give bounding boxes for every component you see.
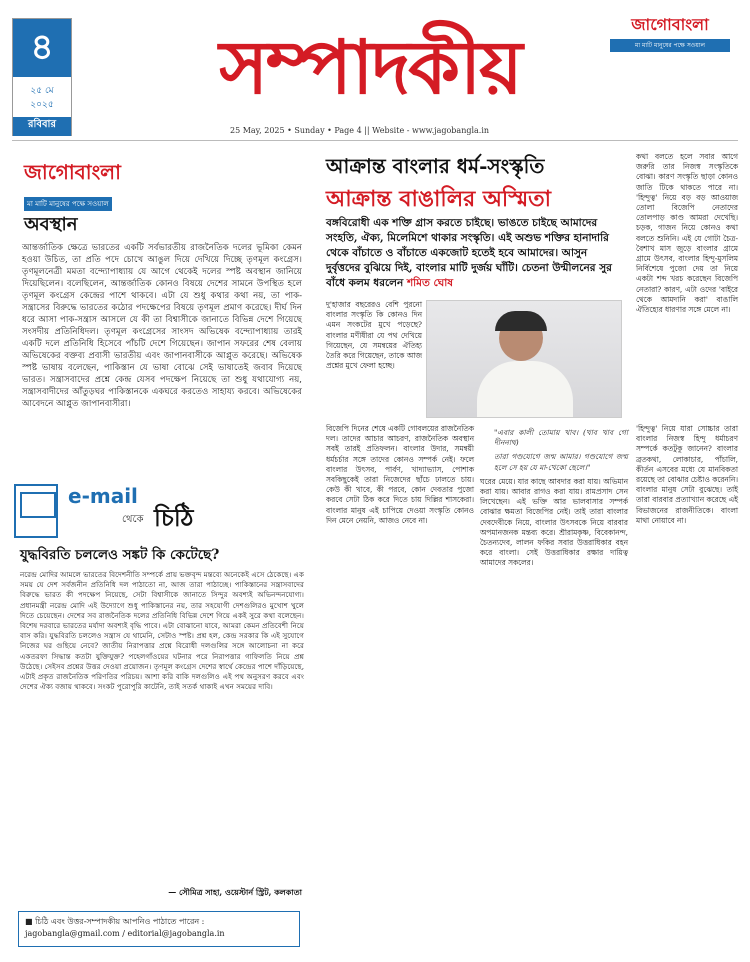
submission-info-box [18, 911, 300, 947]
date-year: ২০২৫ [30, 100, 54, 110]
email-theke: থেকে [122, 514, 144, 525]
article-photo [426, 300, 622, 418]
letter-signature: — সৌমিত্র সাহা, ওয়েস্টার্ন স্ট্রিট, কলকাতা [168, 887, 302, 897]
page-info-box [12, 18, 72, 136]
brand-logo[interactable] [610, 12, 730, 52]
article-column-1-text: দু'হাজার বছরেরও বেশি পুরনো বাংলার সংস্কৃতি কি কোনও দিন এমন সংকটের মুখে পড়েছে? বাংলার মণীষীরা যে পথ দেখিয়ে গিয়েছেন, যে সমন্বয়ের ঐতিহ্য তৈরি করে গিয়েছেন, তাকে আজ প্রশ্নের মুখে ফেলা হচ্ছে। [326, 300, 422, 371]
letter-text: নরেন্দ্র মোদির আমলে ভারতের বিদেশনীতি সম্পর্কে প্রায় ভক্তবৃন্দ মন্তব্যে অনেকেই এসে ঠেকেছে। এক সময় যে দেশ সর্বজনীন প্রতিনিধি দল পাঠাতো না, আজ তারা পাঠাচ্ছে। পাকিস্তানের সন্ত্রাসবাদের বিরুদ্ধে ভারত কী পদক্ষেপ নিয়েছে, সেটা বিশ্বাসীকে জানাতে সিন্দুর অবশ্যই অভিনন্দনযোগ্য। প্রধানমন্ত্রী নরেন্দ্র মোদি এই উদ্যোগে শুধু পাকিস্তানের নয়, তার সহযোগী দেশগুলিরও মুখোশ খুলে দিতে চেয়েছেন। দেশের সব রাজনৈতিক দলের প্রতিনিধি বিভিন্ন দেশে গিয়ে একই সুরে কথা বলেছেন। বিশেষ দরবারে ভারতের মর্যাদা অবশ্যই বৃদ্ধি পাবে। এটা বোঝানো যাবে, আমরা কেমন প্রতিবেশী নিয়ে বাস করি। যুদ্ধবিরতি চললেও সন্ত্রাস যে থামেনি, সেটাও স্পষ্ট। প্রশ্ন হল, কেন্দ্র সরকার কি এই সুযোগে নিজের ঘর গুছিয়ে নেবে? জাতীয় নিরাপত্তার প্রশ্নে বিরোধী দলগুলির সঙ্গে আলোচনা না করে একতরফা সিদ্ধান্ত কতটা যুক্তিযুক্ত? পহেলগাঁওয়ের ঘটনার পরে নিরাপত্তার গাফিলতি নিয়ে প্রশ্ন উঠেছে। সেইসব প্রশ্নের উত্তর দেওয়া প্রয়োজন। তৃণমূল কংগ্রেস দেশের স্বার্থে কেন্দ্রের পাশে দাঁড়িয়েছে, এটাই প্রকৃত রাজনৈতিক পরিণতির পরিচয়। আশা করি বাকি দলগুলিও এই পথ অনুসরণ করবে এবং দেশের ঐক্য বজায় থাকবে। সংকট পুরোপুরি কাটেনি, তাই সতর্ক থাকাই এখন সময়ের দাবি। [20, 570, 304, 692]
left-column [12, 146, 306, 952]
brand-tagline: মা মাটি মানুষের পক্ষে সওয়াল [610, 39, 730, 52]
poem-quote-1: "এবার কালী তোমায় খাব। (খাব খাব গো দীননাথ) [494, 428, 628, 448]
submission-line: ■ চিঠি এবং উত্তর-সম্পাদকীয় আপনিও পাঠাতে পারেন : [25, 917, 205, 926]
right-column [316, 146, 738, 952]
article-column-3-text: ঘরের মেয়ে। যার কাছে আবদার করা যায়। অভিমান করা যায়। আবার রাগও করা যায়। রামপ্রসাদ সেন লিখেছেন। এই ভক্তি আর ভালবাসার সম্পর্ক বোঝার ক্ষমতা বিজেপির নেই। তাই তারা বাংলার দেবদেবীকে নিয়ে, বাংলার উৎসবকে নিয়ে বারবার অপমানজনক মন্তব্য করে। শ্রীরামকৃষ্ণ, বিবেকানন্দ, চৈতন্যদেব, লালন ফকির সবার উত্তরাধিকার বহন করে বাংলা। সেই উত্তরাধিকার রক্ষার দায়িত্ব আমাদের সকলের। [480, 476, 628, 568]
article-headline: আক্রান্ত বাংলার ধর্ম-সংস্কৃতি [326, 154, 545, 178]
article-column-2-text: বিজেপি দিনের শেষে একটি গোবলয়ের রাজনৈতিক দল। তাদের আচার আচরণ, রাজনৈতিক অবস্থান সবই তারই প্রতিফলন। বাংলার উদার, সমন্বয়ী ধর্মচর্চার সঙ্গে তাদের কোনও সম্পর্ক নেই। ফলে বাংলার উৎসব, পার্বণ, খাদ্যাভ্যাস, পোশাক সবকিছুকেই তারা নিজেদের ছাঁচে ঢালতে চায়। কেউ কী খাবে, কী পরবে, কোন দেবতার পুজো করবে সেটা ঠিক করে দিতে চায় দিল্লির শাসকেরা। বাংলার মানুষ এই চাপিয়ে দেওয়া সংস্কৃতি কোনও দিন মেনে নেয়নি, আজও নেবে না। [326, 424, 474, 525]
section-logo [24, 158, 174, 211]
author-name: শমিত ঘোষ [406, 277, 454, 289]
photo-figure-body [477, 361, 573, 418]
photo-figure-hair [495, 311, 547, 331]
side-column-text: কথা বলতে হলে সবার আগে জরুরি তার নিজস্ব সংস্কৃতিকে বোঝা। কারণ সংস্কৃতি ছাড়া কোনও জাতি টিকে থাকতে পারে না। 'হিন্দুত্ব' নিয়ে বড় বড় আওয়াজ তোলা বিজেপি নেতাদের তোলপাড় কাণ্ড আমরা দেখেছি। চড়ক, গাজন নিয়ে কোনও কথা বলতে শুনিনি। এই যে গোটা চৈত্র-বৈশাখ মাস জুড়ে বাংলার গ্রামে গ্রামে উৎসব, বাংলার হিন্দু-মুসলিম নির্বিশেষে পুজো দেয় তা নিয়ে একটা শব্দ খরচ করেছেন বিজেপি নেতারা? কারণ, এটা ওদের 'বাইরে থেকে আমদানি করা' বাঙালি ঐতিহ্যের ধারণার সঙ্গে মেলে না। [636, 152, 738, 315]
article-intro [326, 216, 622, 291]
poem-quote-2: তারা গণ্ডযোগে জন্ম আমার। গণ্ডযোগে জন্ম হলে সে হয় যে মা-খেকো ছেলে।" [494, 452, 628, 472]
date-day-month: ২৫ মে [30, 86, 54, 96]
email-chithi: চিঠি [154, 503, 194, 532]
email-envelope-icon [14, 484, 58, 538]
date-byline: 25 May, 2025 • Sunday • Page 4 || Website - www.jagobangla.in [230, 126, 490, 135]
section-tagline: মা মাটি মানুষের পক্ষে সওয়াল [24, 197, 112, 211]
email-label: e-mail [68, 484, 138, 508]
article-column-4 [636, 424, 738, 526]
editorial-title: অবস্থান [24, 214, 78, 235]
page-number: ৪ [13, 19, 71, 77]
article-subheadline: আক্রান্ত বাঙালির অস্মিতা [326, 186, 552, 212]
submission-emails[interactable]: jagobangla@gmail.com / editorial@jagobangla.in [25, 929, 225, 938]
masthead-title: সম্পাদকীয় [219, 25, 521, 111]
header-divider [12, 140, 738, 141]
section-brand: জাগোবাংলা [24, 160, 121, 184]
brand-name: জাগোবাংলা [631, 15, 709, 34]
letter-title: যুদ্ধবিরতি চললেও সঙ্কট কি কেটেছে? [20, 547, 220, 563]
article-column-2 [326, 424, 474, 526]
editorial-text: আন্তর্জাতিক ক্ষেত্রে ভারতের একটি সর্বভারতীয় রাজনৈতিক দলের ভূমিকা কেমন হওয়া উচিত, তা প্রতি পদে চোখে আঙুল দিয়ে দেখিয়ে দিচ্ছে তৃণমূল কংগ্রেস। তৃণমূলনেত্রী মমতা বন্দ্যোপাধ্যায় যে আগে থেকেই দলের স্পষ্ট অবস্থান জানিয়ে দিয়েছিলেন। বলেছিলেন, আন্তর্জাতিক কোনও বিষয়ে দেশের সামনে উপস্থিত হলে তৃণমূল কংগ্রেস কেন্দ্রের পাশে থাকবে। এটা যে শুধু কথার কথা নয়, তা পাক-সন্ত্রাসের বিরুদ্ধে ভারতের কঠোর পদক্ষেপের বিষয়ে তৃণমূল প্রমাণ করেছে। দীর্ঘ দিন ধরে আসা পাক-সন্ত্রাস আসলে যে কী তা বিশ্বাসীকে জানাতে বিভিন্ন দেশে গিয়েছে সংসদীয় প্রতিনিধিদল। তৃণমূল কংগ্রেসের সাংসদ অভিষেক বন্দ্যোপাধ্যায় তারই একটি দলে প্রতিনিধি হিসেবে পাঁচটি দেশে গিয়েছেন। জাপান সফরের শেষ বেলায় অভিষেকের বক্তব্য প্রবাসী ভারতীয় এবং জাপানবাসীকে আপ্লুত করেছে। অভিষেক স্পষ্ট ভাষায় বলেছেন, পাকিস্তান যে ভাষা বোঝে সেই ভাষাতেই জবাব দিয়েছে ভারত। সন্ত্রাসবাদের প্রশ্নে কেন্দ্র যেসব পদক্ষেপ নিয়েছে তা শুধু যথাযোগ্য নয়, সন্ত্রাসবাদীদের আঁতুড়ঘর পাকিস্তানকে একঘরে করতেও সাহায্য করবে। অভিষেকের আবেদনে আপ্লুত জাপানবাসীরা। [22, 243, 302, 409]
article-column-3 [480, 424, 628, 569]
article-column-1 [326, 300, 422, 371]
article-column-4-text: 'হিন্দুত্ব' নিয়ে যারা সোচ্চার তারা বাংলার নিজস্ব হিন্দু ধর্মাচরণ সম্পর্কে কতটুকু জানেন? বাংলার ব্রতকথা, লোকাচার, পাঁচালি, কীর্তন এসবের মধ্যে যে মানবিকতা রয়েছে তা বোঝার চেষ্টাও করেননি। বাংলার মানুষ সেটা বুঝেছে। তাই তারা বারবার প্রত্যাখ্যান করেছে এই বিভাজনের রাজনীতিকে। বাংলা মাথা নোয়াবে না। [636, 424, 738, 525]
intro-text: বঙ্গবিরোধী এক শক্তি গ্রাস করতে চাইছে। ভাঙতে চাইছে আমাদের সংহতি, ঐক্য, মিলেমিশে থাকার সংস্কৃতি। এই অশুভ শক্তির হানাদারি থেকে বাঁচাতে ও বাঁচাতে একজোট হতেই হবে আমাদের। আসুন দুর্বৃত্তদের বুঝিয়ে দিই, বাংলার মাটি দুর্জয় ঘাঁটি। চেতনা উন্মীলনের সুর বাঁধে কলম ধরলেন [326, 217, 612, 289]
email-section-banner [12, 478, 306, 548]
page-header [0, 0, 750, 142]
weekday: রবিবার [13, 117, 71, 136]
